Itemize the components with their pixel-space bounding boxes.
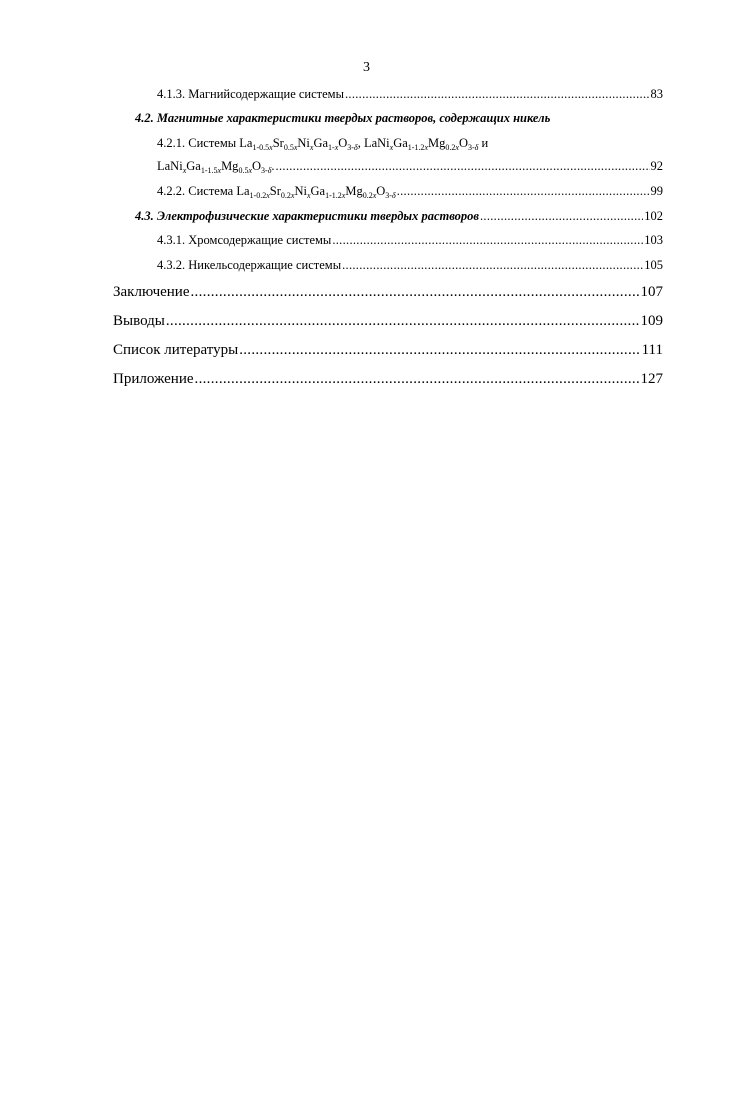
toc-entry-label: 4.1.3. Магнийсодержащие системы (157, 87, 344, 101)
dot-leader (195, 371, 640, 388)
toc-entry-page: 102 (644, 209, 663, 223)
dot-leader (342, 258, 643, 273)
toc-entry-page: 127 (640, 371, 663, 387)
toc-entry-findings[interactable] (113, 313, 663, 330)
toc-entry-label: Выводы (113, 313, 165, 329)
toc-entry-page: 103 (644, 233, 663, 247)
formula-la-ni-ga-mg-o-2: $LaNi_xGa_{1-1.5x}Mg_{0.5x}O_{3-\delta}$. (157, 159, 275, 175)
formula-la-sr-ni-ga-mg-o: $La_{1-0.2x}Sr_{0.2x}Ni_xGa_{1-1.2x}Mg_{0.2x}O_{3-\delta}$ (236, 184, 396, 200)
toc-entry-4-2[interactable] (135, 111, 550, 126)
toc-entry-label: 4.3.1. Хромсодержащие системы (157, 233, 332, 247)
toc-entry-page: 109 (640, 313, 663, 329)
dot-leader (191, 284, 640, 301)
dot-leader (345, 87, 650, 102)
dot-leader (276, 159, 650, 174)
toc-entry-appendix[interactable] (113, 371, 663, 388)
toc-entry-label: 4.2. Магнитные характеристики твердых растворов, содержащих никель (135, 111, 551, 125)
toc-entry-page: 99 (650, 184, 663, 198)
toc-entry-label: Список литературы (113, 342, 239, 358)
toc-entry-label: Приложение (113, 371, 194, 387)
formula-la-ni-ga-mg-o: $LaNi_xGa_{1-1.2x}Mg_{0.2x}O_{3-\delta}$ (363, 136, 479, 152)
toc-entry-references[interactable] (113, 342, 663, 359)
toc-entry-4-2-1-cont[interactable] (157, 159, 663, 174)
toc-entry-label: 4.2.1. Системы (157, 136, 237, 150)
toc-entry-label: Заключение (113, 284, 190, 300)
dot-leader (397, 184, 650, 199)
toc-entry-4-3-2[interactable] (157, 258, 663, 273)
toc-entry-4-1-3[interactable] (157, 87, 663, 102)
toc-entry-page: 92 (650, 159, 663, 173)
toc-entry-4-2-2[interactable] (157, 184, 663, 199)
formula-la-sr-ni-ga-o: $La_{1-0.5x}Sr_{0.5x}Ni_xGa_{1-x}O_{3-\delta}$, (239, 136, 361, 152)
page-number: 3 (363, 60, 370, 75)
toc-entry-4-3-1[interactable] (157, 233, 663, 248)
toc-entry-page: 83 (650, 87, 663, 101)
dot-leader (166, 313, 640, 330)
toc-entry-4-3[interactable] (135, 209, 663, 224)
toc-entry-page: 111 (641, 342, 663, 358)
toc-entry-label: 4.2.2. Система $La_{1-0.2x}Sr_{0.2x}Ni_xGa_{1-1.2x}Mg_{0.2x}O_{3-\delta}$ (157, 184, 396, 200)
toc-entry-page: 107 (640, 284, 663, 300)
toc-entry-conclusion[interactable] (113, 284, 663, 301)
toc-entry-label: 4.3.2. Никельсодержащие системы (157, 258, 342, 272)
dot-leader (239, 342, 640, 359)
dot-leader (480, 209, 643, 224)
toc-entry-label: 4.3. Электрофизические характеристики твердых растворов (135, 209, 479, 223)
toc-entry-4-2-1[interactable] (157, 136, 488, 151)
dot-leader (332, 233, 643, 248)
conjunction: и (481, 136, 489, 150)
toc-entry-page: 105 (644, 258, 663, 272)
